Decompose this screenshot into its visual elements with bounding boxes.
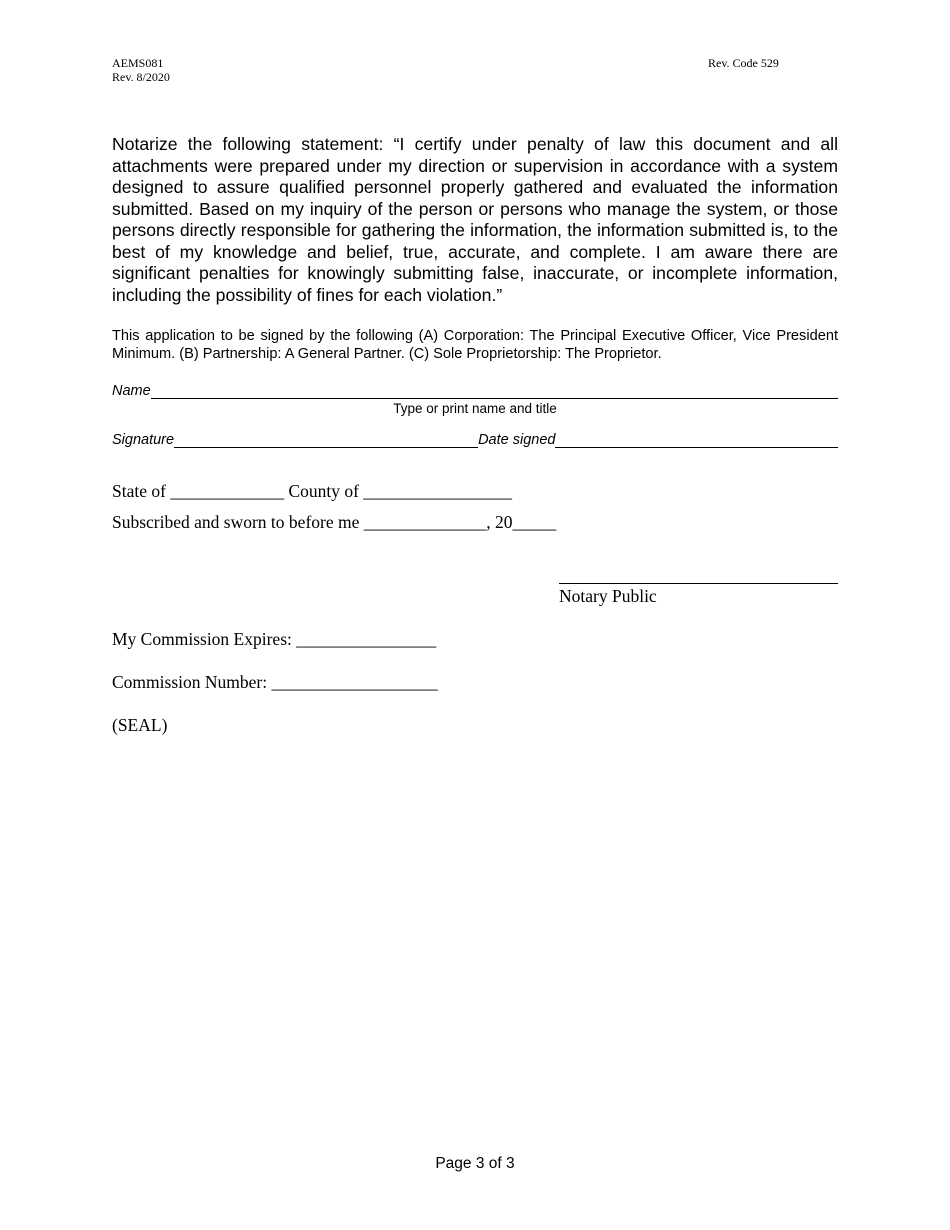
date-signed-field[interactable]: [555, 433, 838, 448]
subscribed-line: Subscribed and sworn to before me ______________, 20_____: [112, 512, 557, 532]
rev-code: Rev. Code 529: [708, 56, 779, 70]
certification-statement: Notarize the following statement: “I certify under penalty of law this document and all attachments were prepared under my direction or supervision in accordance with a system designed to assure qualified personnel properly gathered and evaluated the information submitted. Based on my inquiry of the person or persons who manage the system, or those persons directly responsible for gathering the information, the information submitted is, to the best of my knowledge and belief, true, accurate, and complete. I am aware there are significant penalties for knowingly submitting false, inaccurate, or incomplete information, including the possibility of fines for each violation.”: [112, 134, 838, 305]
notary-signature-line[interactable]: [559, 583, 838, 584]
name-row: [112, 383, 838, 399]
name-caption: Type or print name and title: [393, 401, 557, 416]
commission-number-line: Commission Number: ___________________: [112, 672, 438, 692]
state-county-line: State of _____________ County of _________________: [112, 481, 513, 501]
name-label: Name: [112, 383, 151, 399]
name-field[interactable]: [151, 384, 838, 399]
form-header-left: [112, 56, 170, 84]
form-id: AEMS081: [112, 56, 164, 70]
notary-public-label: Notary Public: [559, 586, 657, 606]
page-number: Page 3 of 3: [435, 1155, 515, 1172]
signature-label: Signature: [112, 432, 175, 448]
commission-expires-line: My Commission Expires: ________________: [112, 629, 437, 649]
signature-field[interactable]: [174, 433, 478, 448]
seal-label: (SEAL): [112, 715, 168, 735]
date-signed-label: Date signed: [478, 432, 556, 448]
signers-note: This application to be signed by the following (A) Corporation: The Principal Executive Officer, Vice President Minimum. (B) Partnership: A General Partner. (C) Sole Proprietorship: The Proprietor.: [112, 328, 838, 362]
signature-row: [112, 432, 838, 448]
form-revision: Rev. 8/2020: [112, 70, 170, 84]
